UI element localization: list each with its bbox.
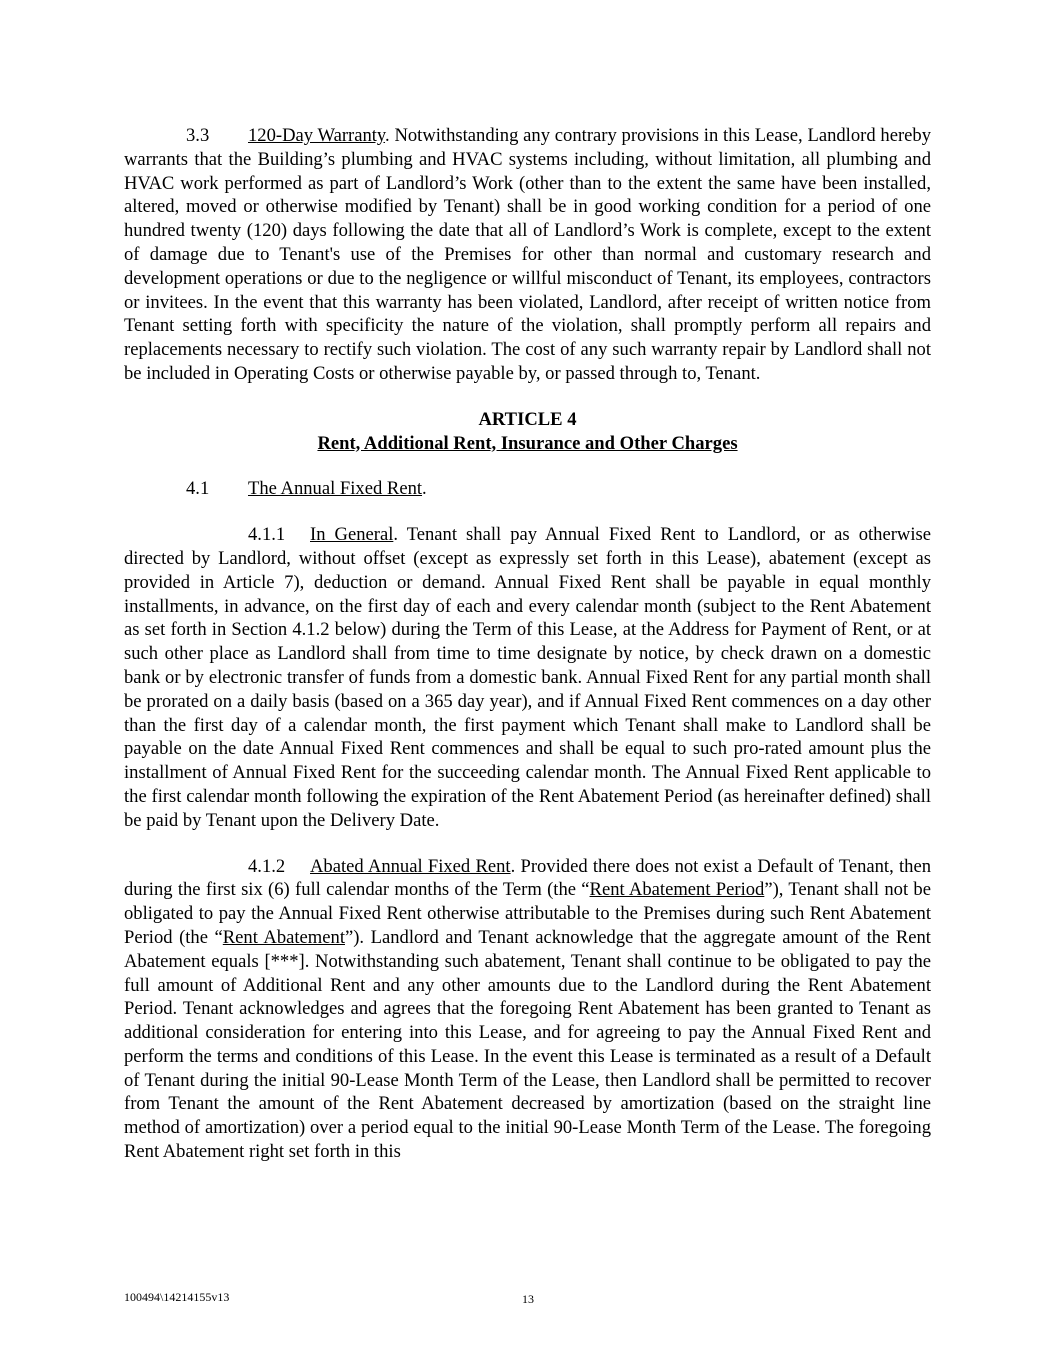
section-3-3 (124, 124, 931, 386)
article-heading (124, 408, 931, 456)
section-number: 4.1 (186, 478, 210, 500)
section-body-part-a: . Provided there does not exist a Default of Tenant, then during the first six (6) full calendar months of the Term (the “ (124, 855, 931, 901)
section-4-1-1 (124, 523, 931, 832)
section-number: 4.1.1 (248, 524, 286, 546)
section-heading: In General (310, 524, 394, 546)
section-4-1 (124, 477, 931, 501)
defined-term-rent-abatement-period: Rent Abatement Period (589, 879, 765, 901)
section-body: . Tenant shall pay Annual Fixed Rent to Landlord, or as otherwise directed by Landlord, without offset (except as expressly set forth in this Lease), abatement (except as provided in Article 7), deduction or demand. Annual Fixed Rent shall be payable in equal monthly installments, in advance, on the first day of each and every calendar month (subject to the Rent Abatement as set forth in Section 4.1.2 below) during the Term of this Lease, at the Address for Payment of Rent, or at such other place as Landlord shall from time to time designate by notice, by check drawn on a domestic bank or by electronic transfer of funds from a domestic bank. Annual Fixed Rent for any partial month shall be prorated on a daily basis (based on a 365 day year), and if Annual Fixed Rent commences on a day other than the first day of a calendar month, the first payment which Tenant shall make to Landlord shall be payable on the date Annual Fixed Rent commences and shall be equal to such pro-rated amount plus the installment of Annual Fixed Rent for the succeeding calendar month. The Annual Fixed Rent applicable to the first calendar month following the expiration of the Rent Abatement Period (as hereinafter defined) shall be paid by Tenant upon the Delivery Date. (124, 524, 931, 831)
section-heading: 120-Day Warranty (248, 125, 386, 146)
footer-page-number: 13 (522, 1292, 534, 1306)
section-body-part-b: ”), Tenant shall not be obligated to pay the Annual Fixed Rent otherwise attributable to the Premises during such Rent Abatement Period (the “ (124, 879, 931, 948)
section-4-1-2 (124, 855, 931, 1164)
footer-document-id: 100494\14214155v13 (124, 1290, 230, 1304)
article-number: ARTICLE 4 (478, 408, 577, 430)
section-body-part-c: ”). Landlord and Tenant acknowledge that the aggregate amount of the Rent Abatement equals [***]. Notwithstanding such abatement, Tenant shall continue to be obligated to pay the full amount of Additional Rent and any other amounts due to the Landlord during the Rent Abatement Period. Tenant acknowledges and agrees that the foregoing Rent Abatement has been granted to Tenant as additional consideration for entering into this Lease, and for agreeing to pay the Annual Fixed Rent and perform the terms and conditions of this Lease. In the event this Lease is terminated as a result of a Default of Tenant during the initial 90-Lease Month Term of the Lease, then Landlord shall be permitted to recover from Tenant the amount of the Rent Abatement decreased by amortization (based on the straight line method of amortization) over a period equal to the initial 90-Lease Month Term of the Lease. The foregoing Rent Abatement right set forth in this (124, 926, 931, 1163)
defined-term-rent-abatement: Rent Abatement (222, 926, 345, 948)
section-suffix: . (422, 478, 427, 500)
article-title: Rent, Additional Rent, Insurance and Other Charges (317, 432, 738, 454)
section-body: . Notwithstanding any contrary provisions in this Lease, Landlord hereby warrants that the Building’s plumbing and HVAC systems including, without limitation, all plumbing and HVAC work performed as part of Landlord’s Work (other than to the extent the same have been installed, altered, moved or otherwise modified by Tenant) shall be in good working condition for a period of one hundred twenty (120) days following the date that all of Landlord’s Work is complete, except to the extent of damage due to Tenant's use of the Premises for other than normal and customary research and development operations or due to the negligence or willful misconduct of Tenant, its employees, contractors or invitees. In the event that this warranty has been violated, Landlord, after receipt of written notice from Tenant setting forth with specificity the nature of the violation, shall promptly perform all repairs and replacements necessary to rectify such violation. The cost of any such warranty repair by Landlord shall not be included in Operating Costs or otherwise payable by, or passed through to, Tenant. (124, 125, 931, 384)
document-page (124, 124, 931, 1164)
section-heading: Abated Annual Fixed Rent (310, 855, 511, 877)
section-number: 4.1.2 (248, 855, 286, 877)
section-number: 3.3 (186, 125, 210, 146)
section-heading: The Annual Fixed Rent (248, 478, 423, 500)
